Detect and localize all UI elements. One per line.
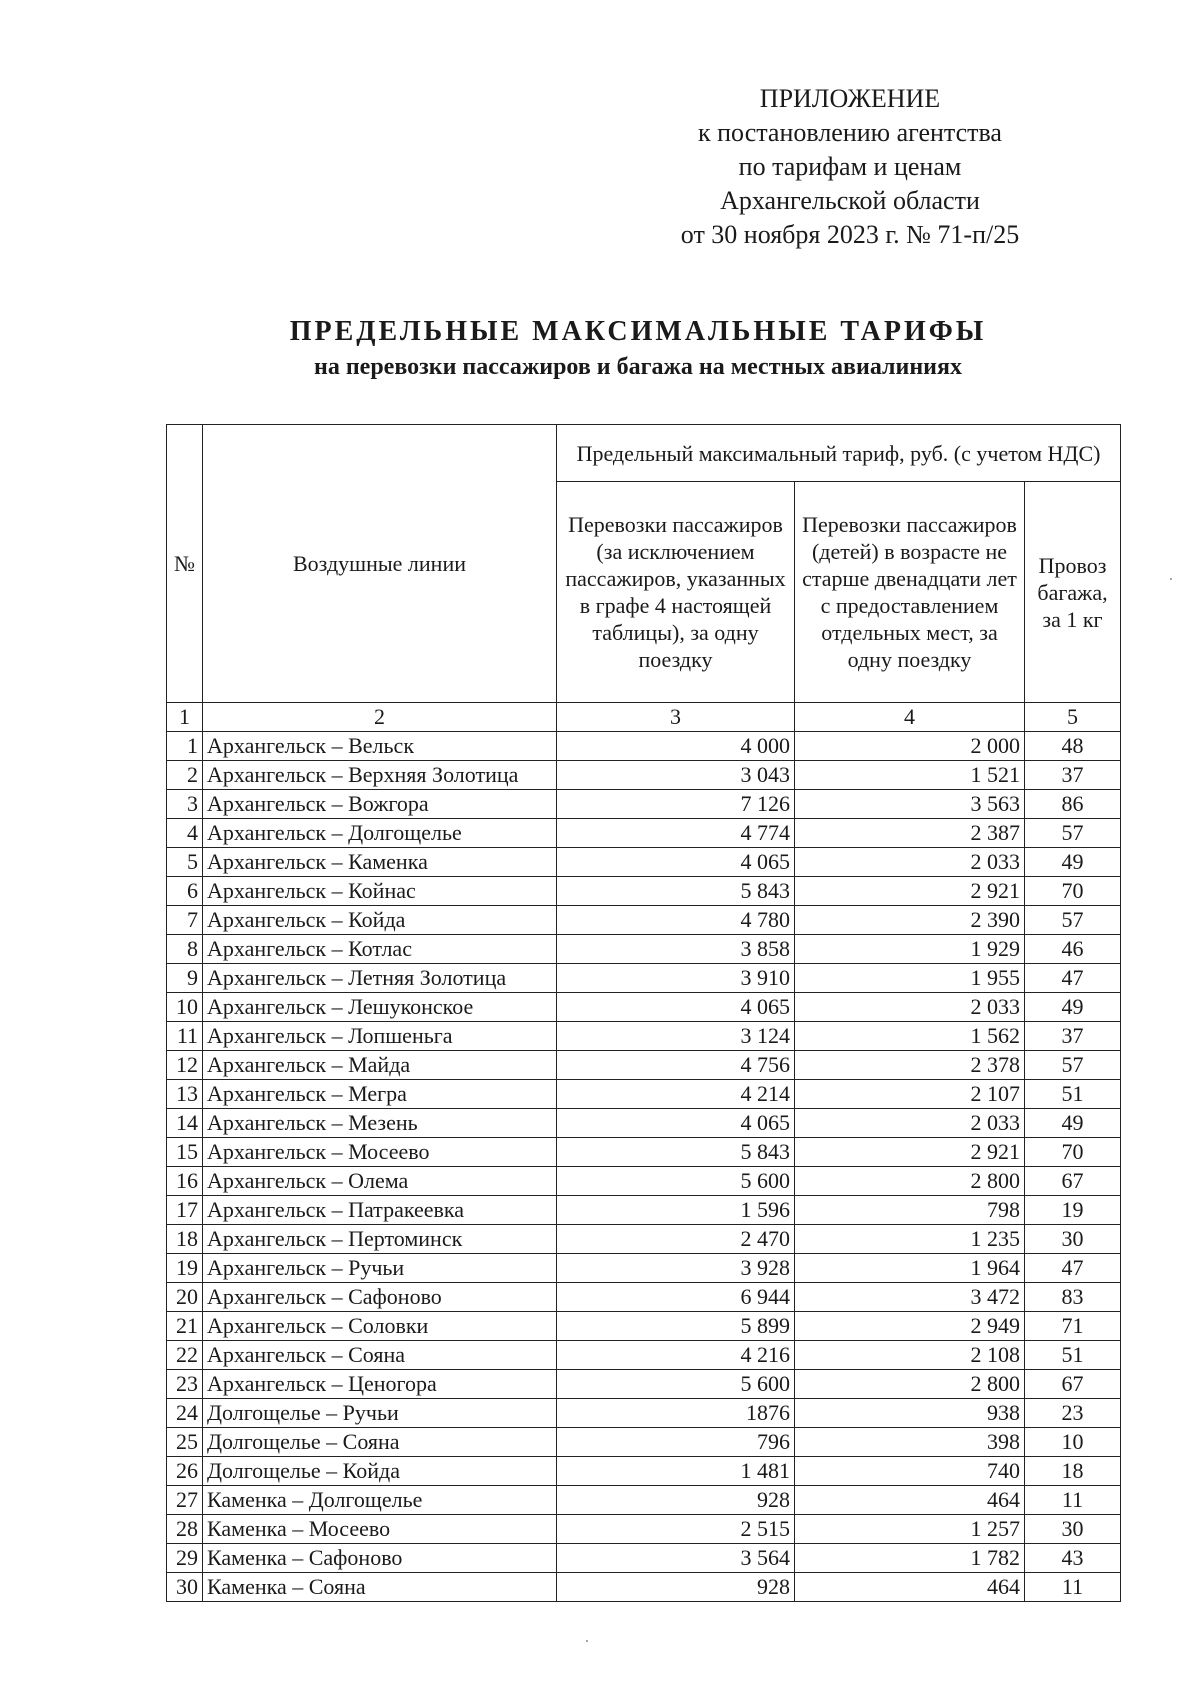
baggage-fare-cell: 49 [1025, 848, 1121, 877]
row-number-cell: 22 [167, 1341, 203, 1370]
adult-fare-cell: 5 600 [557, 1370, 795, 1399]
row-number-cell: 28 [167, 1515, 203, 1544]
child-fare-cell: 2 800 [795, 1167, 1025, 1196]
baggage-fare-cell: 11 [1025, 1486, 1121, 1515]
child-fare-cell: 2 390 [795, 906, 1025, 935]
row-number-cell: 20 [167, 1283, 203, 1312]
air-line-cell: Архангельск – Ценогора [203, 1370, 557, 1399]
child-fare-cell: 1 235 [795, 1225, 1025, 1254]
baggage-fare-cell: 51 [1025, 1080, 1121, 1109]
table-row [167, 848, 1121, 877]
row-number-cell: 10 [167, 993, 203, 1022]
air-line-cell: Архангельск – Каменка [203, 848, 557, 877]
child-fare-cell: 2 108 [795, 1341, 1025, 1370]
adult-fare-cell: 4 214 [557, 1080, 795, 1109]
table-row [167, 1254, 1121, 1283]
child-fare-cell: 2 033 [795, 848, 1025, 877]
header-child-fare: Перевозки пассажиров (детей) в возрасте не старше двенадцати лет с предоставлением отдельных мест, за одну поездку [795, 482, 1025, 703]
table-row [167, 1196, 1121, 1225]
adult-fare-cell: 5 899 [557, 1312, 795, 1341]
child-fare-cell: 2 949 [795, 1312, 1025, 1341]
adult-fare-cell: 4 774 [557, 819, 795, 848]
adult-fare-cell: 928 [557, 1573, 795, 1602]
row-number-cell: 13 [167, 1080, 203, 1109]
baggage-fare-cell: 57 [1025, 906, 1121, 935]
adult-fare-cell: 1 596 [557, 1196, 795, 1225]
adult-fare-cell: 1 481 [557, 1457, 795, 1486]
table-row [167, 993, 1121, 1022]
air-line-cell: Архангельск – Верхняя Золотица [203, 761, 557, 790]
table-row [167, 1167, 1121, 1196]
adult-fare-cell: 5 843 [557, 877, 795, 906]
appendix-block [640, 82, 1060, 252]
air-line-cell: Архангельск – Мосеево [203, 1138, 557, 1167]
row-number-cell: 26 [167, 1457, 203, 1486]
air-line-cell: Архангельск – Койда [203, 906, 557, 935]
row-number-cell: 14 [167, 1109, 203, 1138]
table-row [167, 819, 1121, 848]
adult-fare-cell: 796 [557, 1428, 795, 1457]
table-row [167, 1428, 1121, 1457]
baggage-fare-cell: 57 [1025, 1051, 1121, 1080]
child-fare-cell: 2 921 [795, 1138, 1025, 1167]
baggage-fare-cell: 11 [1025, 1573, 1121, 1602]
row-number-cell: 29 [167, 1544, 203, 1573]
header-no: № [167, 425, 203, 703]
air-line-cell: Архангельск – Койнас [203, 877, 557, 906]
adult-fare-cell: 4 000 [557, 732, 795, 761]
adult-fare-cell: 3 124 [557, 1022, 795, 1051]
baggage-fare-cell: 67 [1025, 1167, 1121, 1196]
baggage-fare-cell: 10 [1025, 1428, 1121, 1457]
adult-fare-cell: 3 858 [557, 935, 795, 964]
child-fare-cell: 740 [795, 1457, 1025, 1486]
air-line-cell: Архангельск – Сафоново [203, 1283, 557, 1312]
child-fare-cell: 1 257 [795, 1515, 1025, 1544]
adult-fare-cell: 5 843 [557, 1138, 795, 1167]
baggage-fare-cell: 19 [1025, 1196, 1121, 1225]
table-row [167, 1341, 1121, 1370]
baggage-fare-cell: 49 [1025, 993, 1121, 1022]
air-line-cell: Архангельск – Пертоминск [203, 1225, 557, 1254]
child-fare-cell: 1 929 [795, 935, 1025, 964]
baggage-fare-cell: 70 [1025, 1138, 1121, 1167]
baggage-fare-cell: 48 [1025, 732, 1121, 761]
row-number-cell: 19 [167, 1254, 203, 1283]
baggage-fare-cell: 30 [1025, 1515, 1121, 1544]
header-tariff-group: Предельный максимальный тариф, руб. (с учетом НДС) [557, 425, 1121, 482]
air-line-cell: Архангельск – Летняя Золотица [203, 964, 557, 993]
child-fare-cell: 1 521 [795, 761, 1025, 790]
child-fare-cell: 1 964 [795, 1254, 1025, 1283]
child-fare-cell: 2 107 [795, 1080, 1025, 1109]
baggage-fare-cell: 51 [1025, 1341, 1121, 1370]
adult-fare-cell: 2 515 [557, 1515, 795, 1544]
child-fare-cell: 2 033 [795, 993, 1025, 1022]
adult-fare-cell: 4 780 [557, 906, 795, 935]
title-line-2: на перевозки пассажиров и багажа на местных авиалиниях [314, 354, 962, 380]
air-line-cell: Архангельск – Вожгора [203, 790, 557, 819]
adult-fare-cell: 3 564 [557, 1544, 795, 1573]
table-row [167, 790, 1121, 819]
air-line-cell: Долгощелье – Сояна [203, 1428, 557, 1457]
table-row [167, 964, 1121, 993]
adult-fare-cell: 5 600 [557, 1167, 795, 1196]
table-row [167, 1573, 1121, 1602]
air-line-cell: Каменка – Долгощелье [203, 1486, 557, 1515]
baggage-fare-cell: 47 [1025, 964, 1121, 993]
baggage-fare-cell: 70 [1025, 877, 1121, 906]
baggage-fare-cell: 30 [1025, 1225, 1121, 1254]
air-line-cell: Каменка – Мосеево [203, 1515, 557, 1544]
air-line-cell: Архангельск – Олема [203, 1167, 557, 1196]
title-line-1: ПРЕДЕЛЬНЫЕ МАКСИМАЛЬНЫЕ ТАРИФЫ [289, 316, 987, 347]
row-number-cell: 1 [167, 732, 203, 761]
table-row [167, 1544, 1121, 1573]
row-number-cell: 7 [167, 906, 203, 935]
air-line-cell: Архангельск – Котлас [203, 935, 557, 964]
row-number-cell: 6 [167, 877, 203, 906]
baggage-fare-cell: 43 [1025, 1544, 1121, 1573]
row-number-cell: 15 [167, 1138, 203, 1167]
row-number-cell: 11 [167, 1022, 203, 1051]
header-baggage-fare: Провоз багажа, за 1 кг [1025, 482, 1121, 703]
child-fare-cell: 2 800 [795, 1370, 1025, 1399]
table-row [167, 761, 1121, 790]
baggage-fare-cell: 23 [1025, 1399, 1121, 1428]
row-number-cell: 21 [167, 1312, 203, 1341]
air-line-cell: Долгощелье – Ручьи [203, 1399, 557, 1428]
column-number: 2 [203, 703, 557, 732]
child-fare-cell: 3 472 [795, 1283, 1025, 1312]
baggage-fare-cell: 37 [1025, 1022, 1121, 1051]
air-line-cell: Архангельск – Лопшеньга [203, 1022, 557, 1051]
header-adult-fare: Перевозки пассажиров (за исключением пассажиров, указанных в графе 4 настоящей таблицы), за одну поездку [557, 482, 795, 703]
tariff-table [166, 424, 1121, 1602]
adult-fare-cell: 6 944 [557, 1283, 795, 1312]
air-line-cell: Архангельск – Лешуконское [203, 993, 557, 1022]
child-fare-cell: 2 378 [795, 1051, 1025, 1080]
baggage-fare-cell: 37 [1025, 761, 1121, 790]
row-number-cell: 9 [167, 964, 203, 993]
scan-speck [1170, 578, 1172, 580]
column-number: 1 [167, 703, 203, 732]
child-fare-cell: 2 033 [795, 1109, 1025, 1138]
child-fare-cell: 3 563 [795, 790, 1025, 819]
row-number-cell: 5 [167, 848, 203, 877]
adult-fare-cell: 4 756 [557, 1051, 795, 1080]
row-number-cell: 17 [167, 1196, 203, 1225]
table-row [167, 877, 1121, 906]
table-row [167, 1486, 1121, 1515]
tariff-table-body [167, 732, 1121, 1602]
table-row [167, 1515, 1121, 1544]
child-fare-cell: 1 562 [795, 1022, 1025, 1051]
adult-fare-cell: 4 065 [557, 848, 795, 877]
appendix-line: ПРИЛОЖЕНИЕ [759, 84, 941, 113]
adult-fare-cell: 928 [557, 1486, 795, 1515]
row-number-cell: 30 [167, 1573, 203, 1602]
baggage-fare-cell: 47 [1025, 1254, 1121, 1283]
air-line-cell: Архангельск – Вельск [203, 732, 557, 761]
table-row [167, 1399, 1121, 1428]
baggage-fare-cell: 57 [1025, 819, 1121, 848]
baggage-fare-cell: 83 [1025, 1283, 1121, 1312]
table-row [167, 1080, 1121, 1109]
adult-fare-cell: 4 065 [557, 1109, 795, 1138]
baggage-fare-cell: 18 [1025, 1457, 1121, 1486]
adult-fare-cell: 1876 [557, 1399, 795, 1428]
child-fare-cell: 2 000 [795, 732, 1025, 761]
table-row [167, 1109, 1121, 1138]
child-fare-cell: 398 [795, 1428, 1025, 1457]
baggage-fare-cell: 49 [1025, 1109, 1121, 1138]
adult-fare-cell: 7 126 [557, 790, 795, 819]
table-row [167, 1312, 1121, 1341]
table-row [167, 1138, 1121, 1167]
table-row [167, 1370, 1121, 1399]
adult-fare-cell: 4 065 [557, 993, 795, 1022]
table-row [167, 732, 1121, 761]
baggage-fare-cell: 67 [1025, 1370, 1121, 1399]
row-number-cell: 23 [167, 1370, 203, 1399]
air-line-cell: Архангельск – Соловки [203, 1312, 557, 1341]
column-number: 5 [1025, 703, 1121, 732]
adult-fare-cell: 3 928 [557, 1254, 795, 1283]
air-line-cell: Архангельск – Майда [203, 1051, 557, 1080]
row-number-cell: 27 [167, 1486, 203, 1515]
table-row [167, 906, 1121, 935]
table-row [167, 935, 1121, 964]
row-number-cell: 8 [167, 935, 203, 964]
air-line-cell: Каменка – Сафоново [203, 1544, 557, 1573]
appendix-line: по тарифам и ценам [738, 152, 962, 181]
baggage-fare-cell: 86 [1025, 790, 1121, 819]
air-line-cell: Архангельск – Ручьи [203, 1254, 557, 1283]
appendix-line: от 30 ноября 2023 г. № 71-п/25 [680, 220, 1020, 249]
child-fare-cell: 1 955 [795, 964, 1025, 993]
child-fare-cell: 798 [795, 1196, 1025, 1225]
column-number: 3 [557, 703, 795, 732]
row-number-cell: 3 [167, 790, 203, 819]
baggage-fare-cell: 71 [1025, 1312, 1121, 1341]
adult-fare-cell: 3 043 [557, 761, 795, 790]
baggage-fare-cell: 46 [1025, 935, 1121, 964]
row-number-cell: 16 [167, 1167, 203, 1196]
row-number-cell: 2 [167, 761, 203, 790]
table-row [167, 1022, 1121, 1051]
adult-fare-cell: 3 910 [557, 964, 795, 993]
row-number-cell: 12 [167, 1051, 203, 1080]
child-fare-cell: 1 782 [795, 1544, 1025, 1573]
row-number-cell: 24 [167, 1399, 203, 1428]
air-line-cell: Архангельск – Мегра [203, 1080, 557, 1109]
table-row [167, 1283, 1121, 1312]
adult-fare-cell: 4 216 [557, 1341, 795, 1370]
air-line-cell: Каменка – Сояна [203, 1573, 557, 1602]
header-air-lines: Воздушные линии [203, 425, 557, 703]
child-fare-cell: 2 921 [795, 877, 1025, 906]
air-line-cell: Архангельск – Патракеевка [203, 1196, 557, 1225]
appendix-line: Архангельской области [720, 186, 980, 215]
air-line-cell: Архангельск – Долгощелье [203, 819, 557, 848]
child-fare-cell: 2 387 [795, 819, 1025, 848]
table-row [167, 1457, 1121, 1486]
document-title [150, 314, 1126, 384]
air-line-cell: Архангельск – Мезень [203, 1109, 557, 1138]
child-fare-cell: 464 [795, 1486, 1025, 1515]
row-number-cell: 18 [167, 1225, 203, 1254]
child-fare-cell: 938 [795, 1399, 1025, 1428]
adult-fare-cell: 2 470 [557, 1225, 795, 1254]
column-number: 4 [795, 703, 1025, 732]
appendix-line: к постановлению агентства [698, 118, 1002, 147]
table-row [167, 1051, 1121, 1080]
scan-speck [586, 1640, 588, 1642]
air-line-cell: Архангельск – Сояна [203, 1341, 557, 1370]
air-line-cell: Долгощелье – Койда [203, 1457, 557, 1486]
row-number-cell: 4 [167, 819, 203, 848]
child-fare-cell: 464 [795, 1573, 1025, 1602]
table-row [167, 1225, 1121, 1254]
row-number-cell: 25 [167, 1428, 203, 1457]
